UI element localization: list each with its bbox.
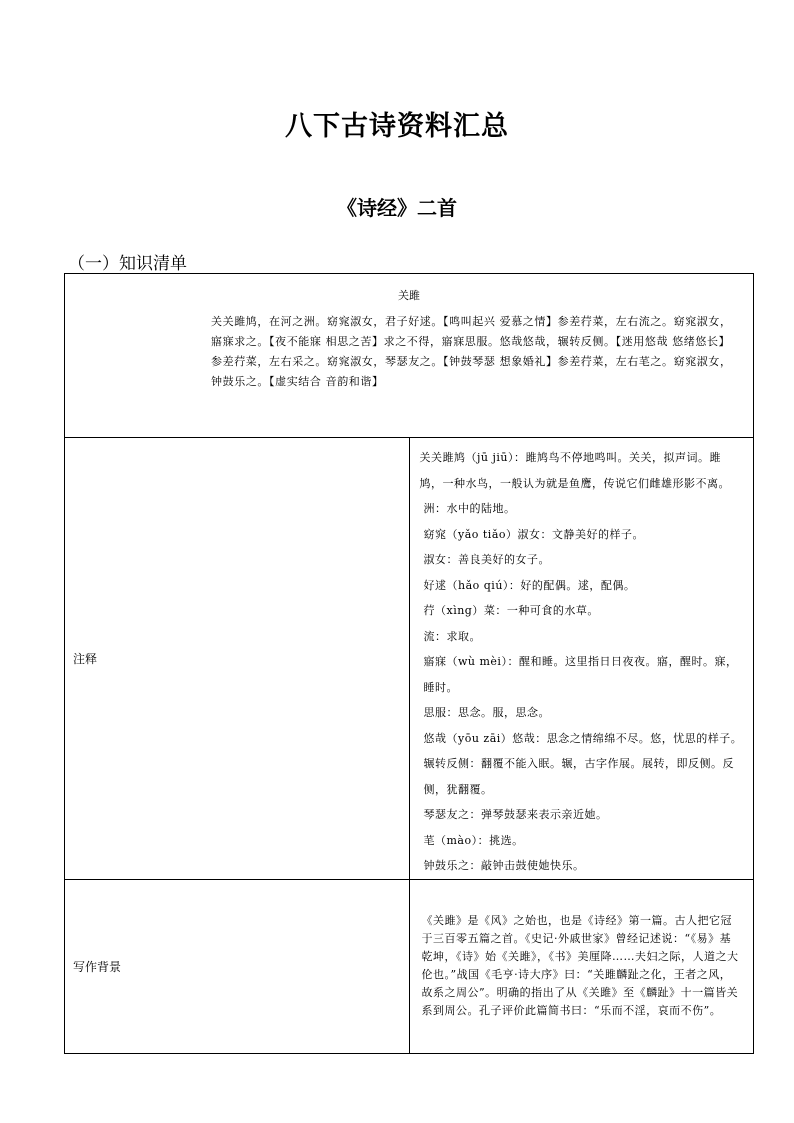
- note-item: 钟鼓乐之：敲钟击鼓使她快乐。: [423, 859, 585, 872]
- background-cell: [409, 879, 754, 1053]
- knowledge-table: [64, 273, 754, 1054]
- section-heading: （一）知识清单: [68, 254, 187, 274]
- note-item: 窈窕（yǎo tiǎo）淑女：文静美好的样子。: [423, 527, 645, 541]
- note-item: 思服：思念。服，思念。: [423, 706, 550, 719]
- document-subtitle: 《诗经》二首: [337, 196, 457, 220]
- notes-cell: [409, 438, 754, 880]
- note-item: 好逑（hǎo qiú）：好的配偶。逑，配偶。: [423, 578, 636, 592]
- poem-cell: [65, 274, 754, 438]
- note-item: 流：求取。: [423, 629, 481, 643]
- note-item: 寤寐（wù mèi）：醒和睡。这里指日日夜夜。寤，醒时。寐，睡时。: [423, 655, 738, 694]
- note-item: 悠哉（yōu zāi）悠哉：思念之情绵绵不尽。悠，忧思的样子。辗转反侧：翻覆不能入眠。辗，古字作展。展转，即反侧。反侧，犹翻覆。: [423, 731, 743, 796]
- note-item: 荇（xìng）菜：一种可食的水草。: [423, 604, 599, 617]
- note-item: 芼（mào）：挑选。: [423, 833, 524, 847]
- note-item: 琴瑟友之：弹琴鼓瑟来表示亲近她。: [423, 808, 608, 821]
- note-item: 洲：水中的陆地。: [423, 502, 516, 515]
- notes-row: [65, 438, 754, 880]
- note-item: 淑女：善良美好的女子。: [423, 553, 550, 566]
- background-label: 写作背景: [65, 879, 410, 1053]
- poem-title: 关雎: [398, 289, 420, 302]
- poem-row: [65, 274, 754, 438]
- notes-list: [420, 445, 744, 879]
- poem-text: 关关雎鸠，在河之洲。窈窕淑女，君子好逑。【鸣叫起兴 爱慕之情】参差荇菜，左右流之。窈窕淑女，寤寐求之。【夜不能寐 相思之苦】求之不得，寤寐思服。悠哉悠哉，辗转反侧。【迷用悠哉 悠绪悠长】参差荇菜，左右采之。窈窕淑女，琴瑟友之。【钟鼓琴瑟 想象婚礼】参差荇菜，左右芼之。窈窕淑女，钟鼓乐之。【虚实结合 音韵和谐】: [211, 315, 732, 388]
- notes-label: 注释: [65, 438, 410, 880]
- background-row: [65, 879, 754, 1053]
- note-item: 关关雎鸠（jū jiū）：雎鸠鸟不停地鸣叫。关关，拟声词。雎鸠，一种水鸟，一般认为就是鱼鹰，传说它们雌雄形影不离。: [419, 451, 730, 490]
- document-title: 八下古诗资料汇总: [285, 111, 509, 142]
- background-text: 《关雎》是《风》之始也，也是《诗经》第一篇。古人把它冠于三百零五篇之首。《史记·外戚世家》曾经记述说：“《易》基乾坤，《诗》始《关雎》，《书》美厘降……夫妇之际，人道之大伦也。”战国《毛亨·诗大序》曰：“关雎麟趾之化，王者之风，故系之周公”。明确的指出了从《关雎》至《麟趾》十一篇皆关系到周公。孔子评价此篇简书曰：“乐而不淫，哀而不伤”。: [421, 914, 739, 1017]
